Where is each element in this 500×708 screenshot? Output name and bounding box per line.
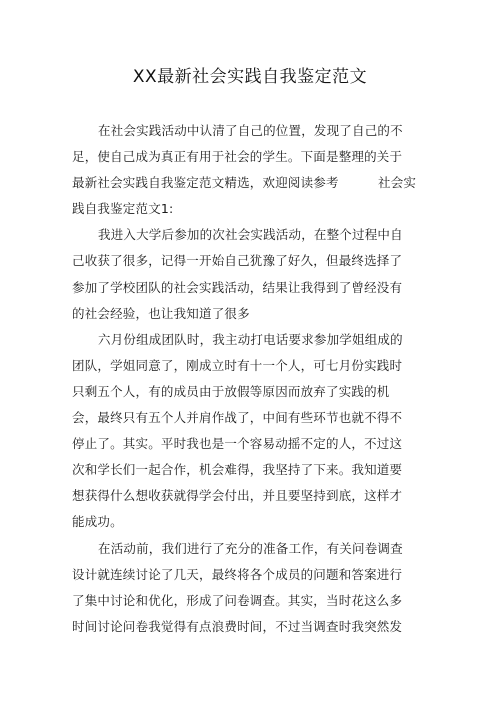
text-line: 践自我鉴定范文1: [72, 201, 174, 217]
text-line-split [72, 170, 417, 196]
text-line: 停止了。其实。平时我也是一个容易动摇不定的人，不过这 [72, 436, 403, 452]
text-line: 会，最终只有五个人并肩作战了，中间有些环节也就不得不 [72, 410, 403, 426]
text-line: 团队，学姐同意了，刚成立时有十一个人，可七月份实践时 [72, 357, 403, 373]
text-line: 我进入大学后参加的次社会实践活动，在整个过程中自 [98, 227, 403, 243]
text-line: 足，使自己成为真正有用于社会的学生。下面是整理的关于 [72, 149, 403, 165]
document-title: XX最新社会实践自我鉴定范文 [132, 67, 368, 87]
text-line-right: 社会实 [378, 175, 417, 191]
text-line: 只剩五个人，有的成员由于放假等原因而放弃了实践的机 [72, 383, 390, 399]
paragraph-4 [72, 536, 403, 640]
text-line: 时间讨论问卷我觉得有点浪费时间，不过当调查时我突然发 [72, 618, 403, 634]
text-line-left: 最新社会实践自我鉴定范文精选，欢迎阅读参考 [72, 175, 339, 191]
text-line: 次和学长们一起合作，机会难得，我坚持了下来。我知道要 [72, 462, 403, 478]
text-line: 己收获了很多，记得一开始自己犹豫了好久，但最终选择了 [72, 253, 403, 269]
paragraph-2 [72, 222, 403, 326]
text-line: 在活动前，我们进行了充分的准备工作，有关问卷调查 [98, 540, 403, 556]
document-body [72, 118, 417, 640]
text-line: 在社会实践活动中认清了自己的位置，发现了自己的不 [98, 123, 403, 138]
text-line: 了集中讨论和优化，形成了问卷调查。其实，当时花这么多 [72, 592, 403, 608]
text-line: 设计就连续讨论了几天，最终将各个成员的问题和答案进行 [72, 566, 403, 582]
text-line: 参加了学校团队的社会实践活动，结果让我得到了曾经没有 [72, 279, 403, 295]
text-line: 的社会经验，也让我知道了很多 [72, 305, 250, 321]
text-line: 六月份组成团队时，我主动打电话要求参加学姐组成的 [98, 331, 403, 347]
paragraph-3 [72, 327, 403, 536]
text-line: 想获得什么想收获就得学会付出，并且要坚持到底，这样才 [72, 488, 403, 504]
paragraph-1 [72, 118, 417, 222]
text-line: 能成功。 [72, 514, 123, 530]
